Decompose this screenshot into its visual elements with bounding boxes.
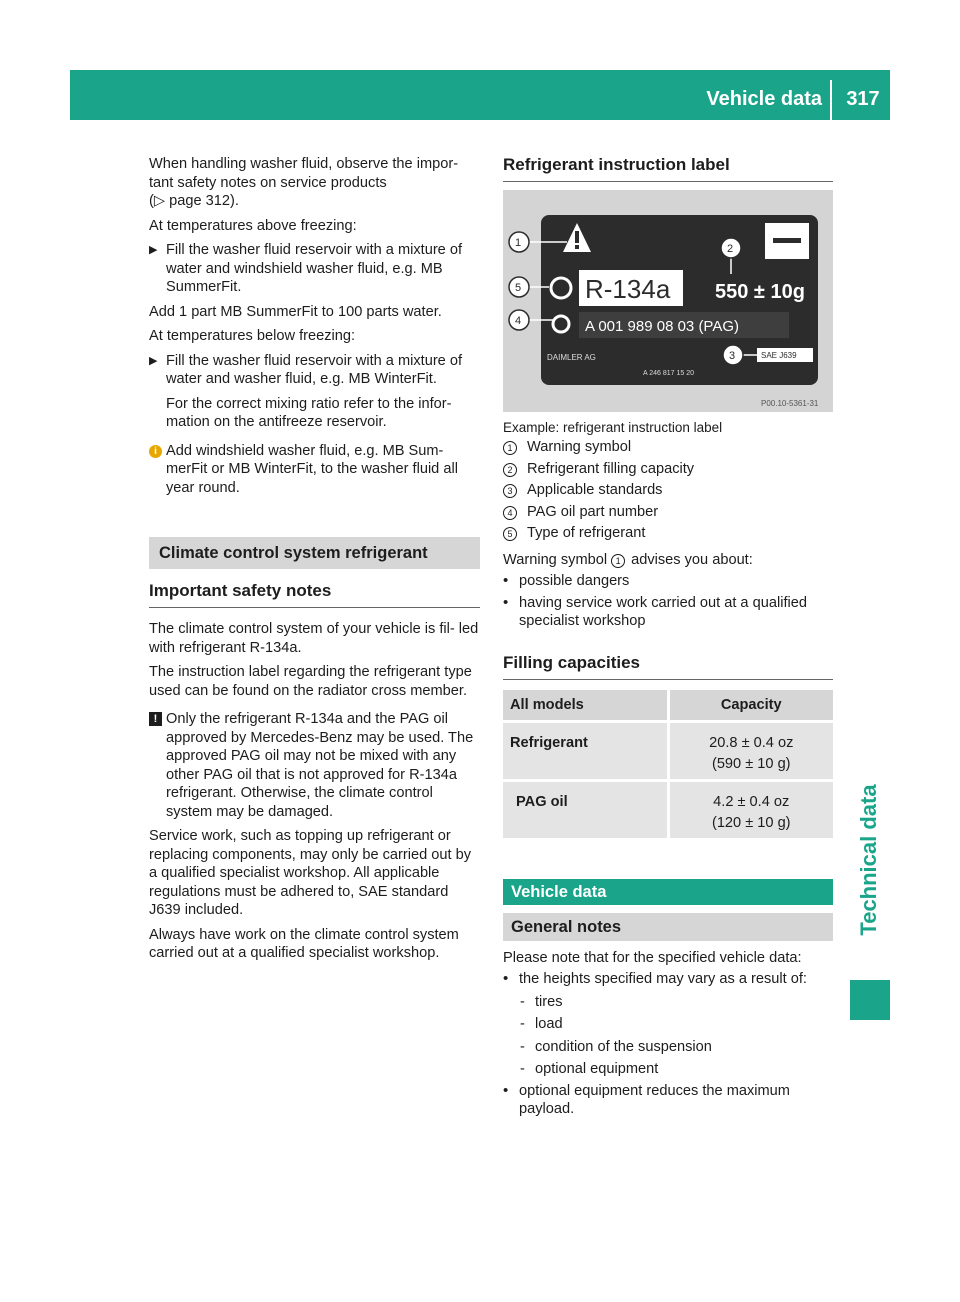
header-title: Vehicle data xyxy=(706,88,822,110)
bullet-item: • the heights specified may vary as a result of: xyxy=(503,970,807,987)
mixing-note: For the correct mixing ratio refer to the infor- mation on the antifreeze reservoir. xyxy=(166,395,452,430)
label-illustration xyxy=(503,190,833,412)
bullet-marker: • xyxy=(503,1081,509,1099)
dash-marker: - xyxy=(520,1016,525,1032)
sub-item: - tires xyxy=(520,993,563,1010)
number-icon: 3 xyxy=(503,484,517,498)
svg-text:2: 2 xyxy=(727,243,734,255)
capacity-text: 550 ± 10g xyxy=(715,281,805,303)
svg-text:3: 3 xyxy=(729,350,736,362)
label-location-text: The instruction label regarding the refrigerant type used can be found on the radiator cross member. xyxy=(149,664,472,699)
bullet-marker: • xyxy=(503,970,509,987)
vehicle-data-intro: Please note that for the specified vehicle data: xyxy=(503,949,802,966)
legend-item: 1 Warning symbol xyxy=(503,438,833,457)
left-column xyxy=(149,155,480,963)
table-row xyxy=(503,780,833,839)
right-column xyxy=(503,155,833,1119)
refrigerant-type-text: R-134a xyxy=(585,274,671,304)
step-summer: ▶ Fill the washer fluid reservoir with a mixture of water and windshield washer fluid, e.g. MB SummerFit. xyxy=(149,242,463,295)
legend-item: 2 Refrigerant filling capacity xyxy=(503,460,833,479)
step-winter: ▶ Fill the washer fluid reservoir with a mixture of water and washer fluid, e.g. MB WinterFit. xyxy=(149,352,463,387)
bullet-marker: • xyxy=(503,572,509,589)
svg-text:1: 1 xyxy=(515,237,522,249)
instruction-label-figure xyxy=(503,190,833,412)
capacities-table xyxy=(503,690,833,841)
row-value: 4.2 ± 0.4 oz (120 ± 10 g) xyxy=(668,780,833,839)
bullet-item: • possible dangers xyxy=(503,572,630,589)
legend-item: 3 Applicable standards xyxy=(503,481,833,500)
bullet-item: • optional equipment reduces the maximum payload. xyxy=(503,1081,790,1117)
number-icon: 5 xyxy=(503,527,517,541)
sidebar-label-text: Technical data xyxy=(856,784,881,936)
standard-text: SAE J639 xyxy=(761,351,797,360)
warning-icon: ! xyxy=(149,712,162,726)
figure-code-text: P00.10-5361-31 xyxy=(761,399,819,408)
sub-item: - condition of the suspension xyxy=(520,1038,712,1055)
heading-instruction-label: Refrigerant instruction label xyxy=(503,155,833,182)
summer-ratio: Add 1 part MB SummerFit to 100 parts water. xyxy=(149,303,442,320)
sidebar-tab-label xyxy=(845,755,893,965)
label-part-text: A 246 817 15 20 xyxy=(643,370,694,377)
refrigerant-fill-text: The climate control system of your vehicle is fil- led with refrigerant R-134a. xyxy=(149,621,479,656)
arrow-icon: ▶ xyxy=(149,354,158,367)
info-icon: i xyxy=(149,445,162,458)
column-header: Capacity xyxy=(668,690,833,722)
number-icon: 4 xyxy=(503,506,517,520)
heading-safety-notes: Important safety notes xyxy=(149,581,480,608)
figure-caption: Example: refrigerant instruction label xyxy=(503,420,723,435)
row-label: PAG oil xyxy=(503,780,668,839)
number-icon: 2 xyxy=(503,463,517,477)
dash-marker: - xyxy=(520,1061,525,1077)
below-freezing: At temperatures below freezing: xyxy=(149,328,356,344)
dash-marker: - xyxy=(520,993,525,1010)
warning-note: ! Only the refrigerant R-134a and the PAG oil approved by Mercedes-Benz may be used. The approved PAG oil may not be mixed with any other PAG oil that is not approved for R-134a refrigerant. Otherwise, the climate control system may be damaged. xyxy=(149,710,480,821)
sub-item: - load xyxy=(520,1016,563,1032)
dash-marker: - xyxy=(520,1038,525,1055)
number-icon: 1 xyxy=(611,554,625,568)
workshop-text: Always have work on the climate control system carried out at a qualified specialist workshop. xyxy=(149,926,459,961)
section-climate-refrigerant: Climate control system refrigerant xyxy=(149,537,480,569)
table-row xyxy=(503,721,833,780)
page-number: 317 xyxy=(846,88,880,110)
legend-list xyxy=(503,438,833,543)
bullet-item: • having service work carried out at a qualified specialist workshop xyxy=(503,593,807,629)
info-note: i Add windshield washer fluid, e.g. MB Sum- merFit or MB WinterFit, to the washer fluid all year round. xyxy=(149,442,480,498)
row-value: 20.8 ± 0.4 oz (590 ± 10 g) xyxy=(668,721,833,780)
heading-filling-capacities: Filling capacities xyxy=(503,653,833,680)
washer-intro: When handling washer fluid, observe the impor- tant safety notes on service products (▷ page 312). xyxy=(149,156,459,209)
section-general-notes: General notes xyxy=(503,913,833,941)
header-divider xyxy=(830,80,832,120)
legend-item: 5 Type of refrigerant xyxy=(503,524,833,543)
row-label: Refrigerant xyxy=(503,721,668,780)
sidebar-tab-marker xyxy=(850,980,890,1020)
arrow-icon: ▶ xyxy=(149,244,158,256)
section-vehicle-data: Vehicle data xyxy=(503,879,833,905)
column-header: All models xyxy=(503,690,668,722)
above-freezing: At temperatures above freezing: xyxy=(149,217,357,234)
table-header-row xyxy=(503,690,833,722)
svg-text:4: 4 xyxy=(515,315,522,327)
sub-item: - optional equipment xyxy=(520,1061,659,1077)
page-reference[interactable]: (▷ page 312). xyxy=(149,193,239,209)
number-icon: 1 xyxy=(503,441,517,455)
service-work-text: Service work, such as topping up refrigerant or replacing components, may only be carried out by a qualified specialist workshop. All applicable regulations must be adhered to, SAE standard J639 included. xyxy=(149,828,472,918)
svg-text:5: 5 xyxy=(515,282,522,294)
warning-symbol-intro: Warning symbol 1 advises you about: xyxy=(503,551,753,568)
page-header xyxy=(70,70,890,120)
oil-part-text: A 001 989 08 03 (PAG) xyxy=(585,318,739,335)
legend-item: 4 PAG oil part number xyxy=(503,503,833,522)
maker-text: DAIMLER AG xyxy=(547,353,596,362)
bullet-marker: • xyxy=(503,593,509,611)
